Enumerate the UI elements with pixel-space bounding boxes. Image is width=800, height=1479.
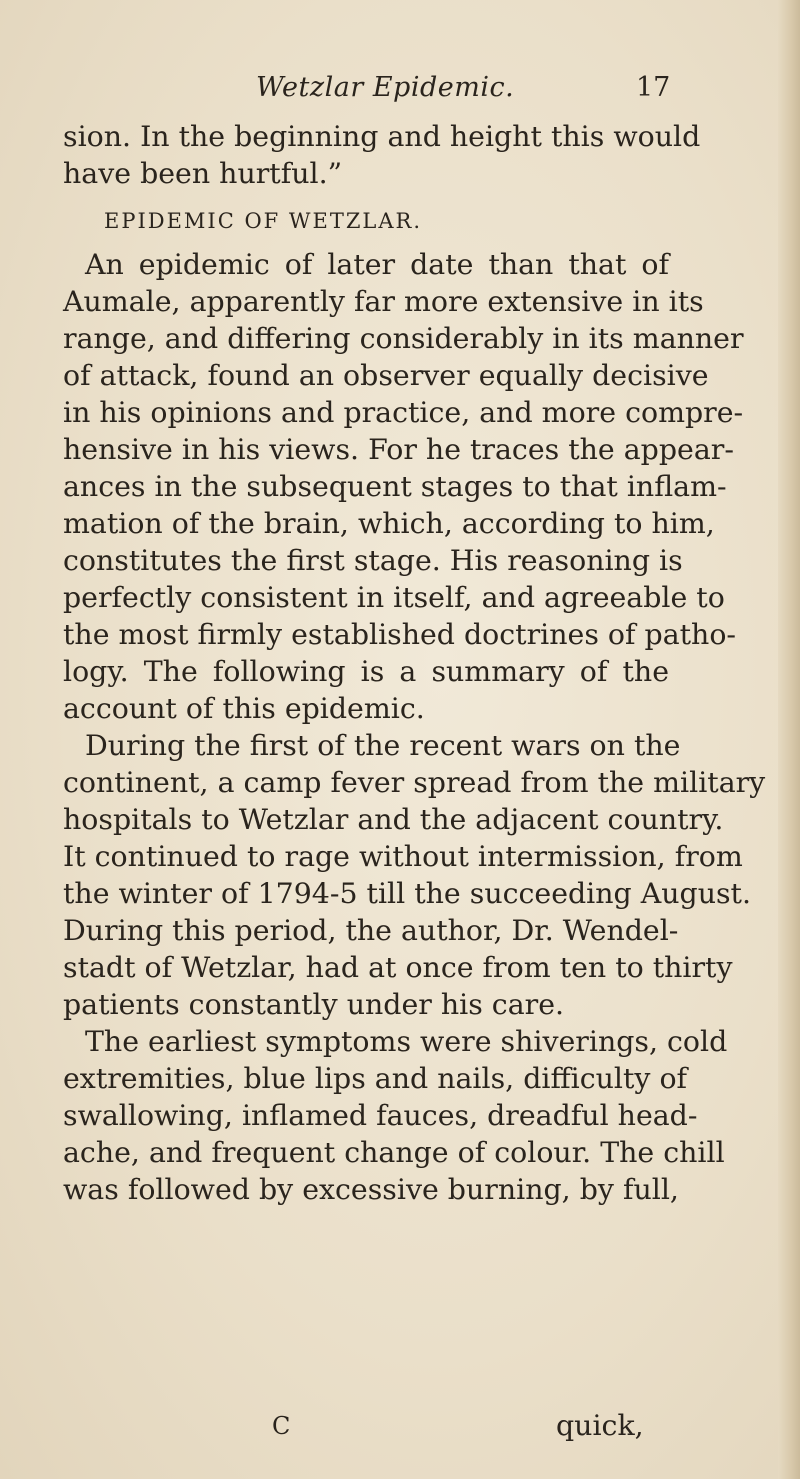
text-line: ances in the subsequent stages to that inflam- xyxy=(63,470,727,503)
text-line: It continued to rage without intermission, from xyxy=(63,840,743,873)
text-line: mation of the brain, which, according to him, xyxy=(63,507,715,540)
page-number: 17 xyxy=(636,72,671,103)
page-footer xyxy=(0,1409,800,1477)
text-line: constitutes the first stage. His reasoning is xyxy=(63,544,683,577)
text-line: of attack, found an observer equally decisive xyxy=(63,359,709,392)
text-line: patients constantly under his care. xyxy=(63,988,565,1021)
catchword: quick, xyxy=(556,1409,644,1442)
text-line: swallowing, inflamed fauces, dreadful head- xyxy=(63,1099,698,1132)
text-line: hospitals to Wetzlar and the adjacent country. xyxy=(63,803,724,836)
text-line: the most firmly established doctrines of patho- xyxy=(63,618,737,651)
text-line: logy. The following is a summary of the xyxy=(63,655,669,688)
text-line: in his opinions and practice, and more compre- xyxy=(63,396,744,429)
text-line: sion. In the beginning and height this would xyxy=(63,120,701,153)
text-line: During this period, the author, Dr. Wendel- xyxy=(63,914,679,947)
text-line: The earliest symptoms were shiverings, cold xyxy=(85,1025,728,1058)
text-line: extremities, blue lips and nails, difficulty of xyxy=(63,1062,688,1095)
text-line: the winter of 1794-5 till the succeeding August. xyxy=(63,877,751,910)
text-line: Aumale, apparently far more extensive in its xyxy=(63,285,704,318)
text-line: account of this epidemic. xyxy=(63,692,425,725)
text-line: An epidemic of later date than that of xyxy=(85,248,669,281)
text-line: stadt of Wetzlar, had at once from ten to thirty xyxy=(63,951,733,984)
page-header xyxy=(0,72,800,112)
text-line: perfectly consistent in itself, and agreeable to xyxy=(63,581,725,614)
text-line: ache, and frequent change of colour. The chill xyxy=(63,1136,725,1169)
text-line: have been hurtful.” xyxy=(63,157,343,190)
page-edge xyxy=(778,0,800,1479)
signature-mark: C xyxy=(272,1412,291,1440)
section-heading: EPIDEMIC OF WETZLAR. xyxy=(104,209,423,233)
text-line: was followed by excessive burning, by full, xyxy=(63,1173,679,1206)
text-line: range, and differing considerably in its manner xyxy=(63,322,744,355)
text-line: During the first of the recent wars on the xyxy=(85,729,681,762)
text-line: continent, a camp fever spread from the military xyxy=(63,766,766,799)
running-title: Wetzlar Epidemic. xyxy=(256,72,515,103)
text-line: hensive in his views. For he traces the appear- xyxy=(63,433,734,466)
body-text xyxy=(63,118,766,1208)
